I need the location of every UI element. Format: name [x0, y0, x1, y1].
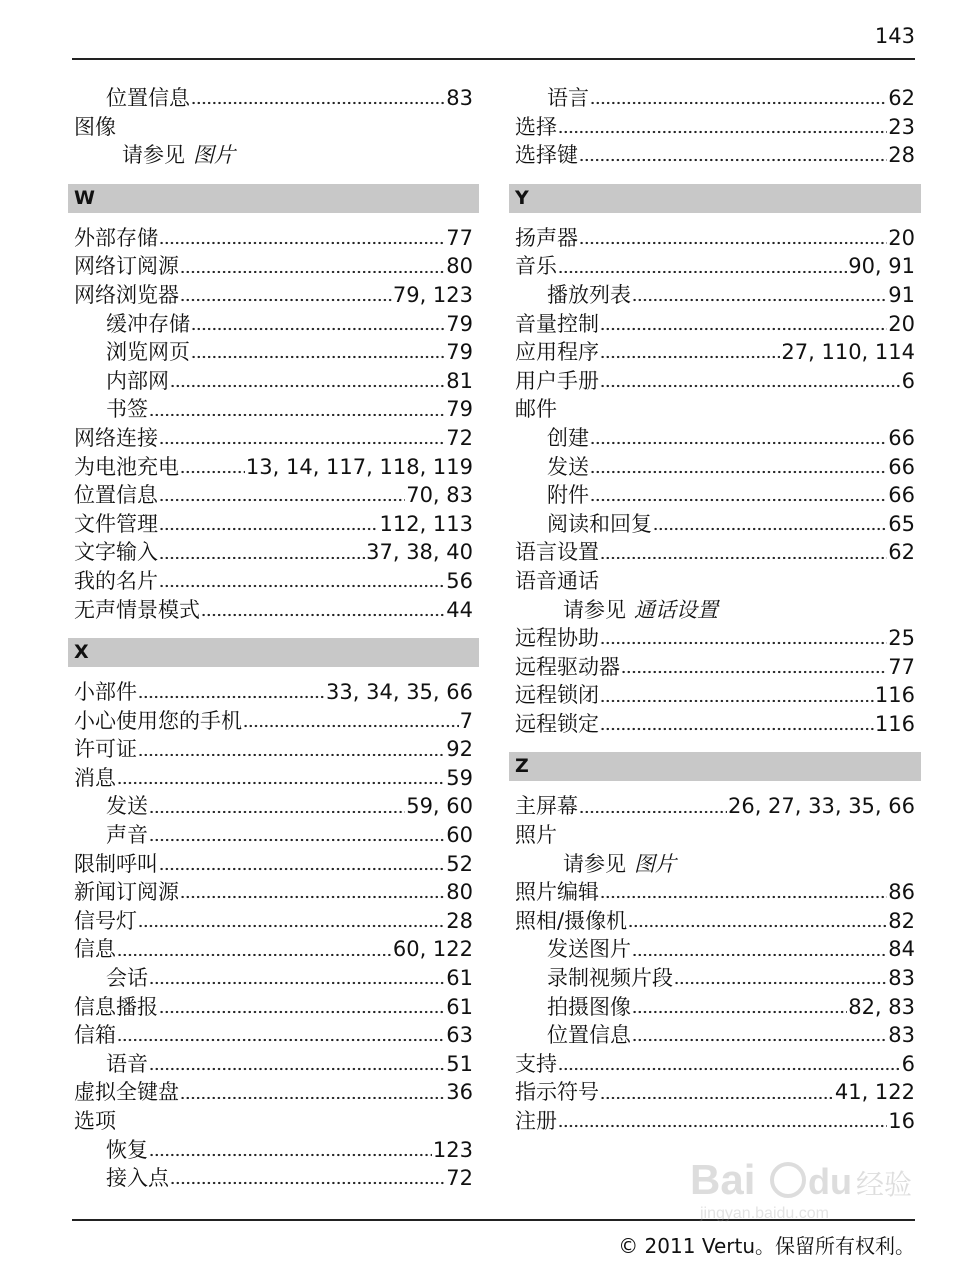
page-number: 143: [874, 24, 915, 48]
index-subentry: [509, 481, 921, 510]
index-entry: [68, 1021, 479, 1050]
index-term: 远程锁定: [515, 711, 599, 736]
footer-rule: [72, 1219, 915, 1221]
dot-leader: [558, 252, 847, 273]
index-term: 支持: [515, 1051, 557, 1076]
page-references: 41, 122: [834, 1080, 915, 1105]
index-term: 拍摄图像: [547, 994, 631, 1019]
index-entry: [68, 735, 479, 764]
index-subentry: [509, 964, 921, 993]
index-subentry: [509, 281, 921, 310]
index-term: 选择: [515, 114, 557, 139]
dot-leader: [159, 424, 445, 445]
dot-leader: [191, 84, 445, 105]
svg-text:du: du: [808, 1161, 852, 1202]
index-entry: [68, 993, 479, 1022]
index-entry: [509, 224, 921, 253]
page-references: 82, 83: [848, 994, 915, 1019]
index-entry: [68, 678, 479, 707]
index-entry: [68, 453, 479, 482]
index-column-right: [509, 84, 921, 1136]
page-references: 27, 110, 114: [781, 340, 915, 365]
page-references: 36: [446, 1080, 473, 1105]
dot-leader: [600, 367, 901, 388]
dot-leader: [149, 1136, 432, 1157]
index-subentry: [68, 338, 479, 367]
page-references: 80: [446, 254, 473, 279]
dot-leader: [138, 735, 445, 756]
dot-leader: [138, 678, 325, 699]
index-term: 内部网: [106, 368, 169, 393]
index-letter-header: W: [68, 184, 479, 213]
index-term: 邮件: [515, 397, 557, 422]
dot-leader: [600, 338, 780, 359]
page-references: 83: [446, 86, 473, 110]
index-term: 附件: [547, 483, 589, 508]
index-subentry: [68, 1164, 479, 1193]
dot-leader: [600, 681, 874, 702]
index-entry: [509, 141, 921, 170]
page-references: 66: [888, 425, 915, 450]
index-entry: [68, 481, 479, 510]
index-entry: [68, 510, 479, 539]
index-subentry: [68, 821, 479, 850]
page-references: 91: [888, 282, 915, 307]
index-term: 书签: [106, 397, 148, 422]
page-references: 26, 27, 33, 35, 66: [727, 794, 915, 819]
dot-leader: [159, 538, 365, 559]
index-term: 发送图片: [547, 937, 631, 962]
index-subentry: [68, 310, 479, 339]
dot-leader: [600, 710, 874, 731]
index-term: 照片: [515, 823, 557, 848]
see-also-target: 图片: [193, 143, 235, 168]
dot-leader: [149, 821, 445, 842]
dot-leader: [180, 281, 392, 302]
index-term: 网络连接: [74, 425, 158, 450]
page-references: 7: [459, 708, 473, 733]
index-entry: [509, 1078, 921, 1107]
index-term: 远程协助: [515, 626, 599, 651]
page-references: 23: [888, 114, 915, 139]
see-also-target: 图片: [634, 851, 676, 876]
index-subentry: [68, 964, 479, 993]
page-references: 28: [446, 908, 473, 933]
index-term: 选择键: [515, 143, 578, 168]
index-entry: [68, 878, 479, 907]
dot-leader: [632, 1021, 887, 1042]
index-entry: [68, 596, 479, 625]
index-term: 语言设置: [515, 540, 599, 565]
index-entry: [509, 821, 921, 850]
dot-leader: [191, 338, 445, 359]
dot-leader: [170, 1164, 445, 1185]
index-subentry: [68, 1050, 479, 1079]
index-term: 网络订阅源: [74, 254, 179, 279]
index-term: 缓冲存储: [106, 311, 190, 336]
index-see-also: [509, 596, 921, 625]
page-references: 51: [446, 1051, 473, 1076]
index-term: 会话: [106, 966, 148, 991]
dot-leader: [590, 424, 887, 445]
page-references: 61: [446, 994, 473, 1019]
index-subentry: [68, 367, 479, 396]
page-references: 79: [446, 340, 473, 365]
page-references: 83: [888, 966, 915, 991]
dot-leader: [632, 993, 847, 1014]
index-entry: [509, 878, 921, 907]
dot-leader: [579, 141, 887, 162]
index-subentry: [509, 510, 921, 539]
page-references: 60: [446, 823, 473, 848]
page-references: 63: [446, 1023, 473, 1048]
page-references: 37, 38, 40: [366, 540, 473, 565]
index-entry: [68, 424, 479, 453]
dot-leader: [149, 964, 445, 985]
index-term: 小心使用您的手机: [74, 708, 242, 733]
see-also-label: 请参见: [122, 143, 185, 168]
dot-leader: [600, 624, 887, 645]
page-references: 52: [446, 851, 473, 876]
index-entry: [68, 224, 479, 253]
index-term: 外部存储: [74, 225, 158, 250]
index-entry: [509, 907, 921, 936]
dot-leader: [600, 1078, 834, 1099]
see-also-label: 请参见: [563, 851, 626, 876]
index-subentry: [509, 84, 921, 113]
dot-leader: [180, 878, 445, 899]
index-term: 消息: [74, 765, 116, 790]
index-term: 创建: [547, 425, 589, 450]
index-term: 注册: [515, 1109, 557, 1133]
index-subentry: [68, 1136, 479, 1165]
index-subentry: [509, 424, 921, 453]
dot-leader: [117, 1021, 445, 1042]
index-entry: [509, 113, 921, 142]
dot-leader: [159, 993, 445, 1014]
index-term: 小部件: [74, 680, 137, 705]
index-entry: [68, 907, 479, 936]
dot-leader: [674, 964, 887, 985]
dot-leader: [170, 367, 445, 388]
dot-leader: [579, 224, 887, 245]
page-references: 86: [888, 880, 915, 905]
header-rule: [72, 58, 915, 60]
index-term: 我的名片: [74, 568, 158, 593]
index-entry: [68, 567, 479, 596]
index-entry: [68, 707, 479, 736]
dot-leader: [558, 1050, 901, 1071]
index-entry: [509, 653, 921, 682]
index-subentry: [68, 792, 479, 821]
index-term: 信箱: [74, 1023, 116, 1048]
dot-leader: [590, 84, 887, 105]
page-references: 72: [446, 425, 473, 450]
index-term: 远程锁闭: [515, 683, 599, 708]
dot-leader: [159, 850, 445, 871]
index-term: 声音: [106, 823, 148, 848]
index-term: 信号灯: [74, 908, 137, 933]
dot-leader: [632, 935, 887, 956]
index-entry: [68, 935, 479, 964]
baidu-watermark: [690, 1150, 920, 1222]
page-references: 80: [446, 880, 473, 905]
index-entry: [68, 1078, 479, 1107]
index-entry: [68, 850, 479, 879]
index-term: 浏览网页: [106, 340, 190, 365]
page-references: 70, 83: [406, 483, 473, 508]
index-term: 指示符号: [515, 1080, 599, 1105]
svg-text:Bai: Bai: [690, 1156, 756, 1203]
svg-text:jingyan.baidu.com: jingyan.baidu.com: [700, 1205, 829, 1222]
dot-leader: [590, 453, 887, 474]
page-references: 77: [888, 654, 915, 679]
dot-leader: [621, 653, 887, 674]
page-references: 72: [446, 1166, 473, 1191]
index-term: 音乐: [515, 254, 557, 279]
page-references: 20: [888, 225, 915, 250]
index-entry: [509, 792, 921, 821]
index-term: 远程驱动器: [515, 654, 620, 679]
dot-leader: [600, 878, 887, 899]
index-subentry: [509, 935, 921, 964]
dot-leader: [201, 596, 445, 617]
dot-leader: [579, 792, 727, 813]
index-entry: [509, 710, 921, 739]
index-term: 位置信息: [74, 483, 158, 508]
page-references: 16: [888, 1109, 915, 1133]
dot-leader: [243, 707, 459, 728]
dot-leader: [590, 481, 887, 502]
page-references: 116: [874, 711, 915, 736]
index-term: 录制视频片段: [547, 966, 673, 991]
index-term: 图像: [74, 114, 116, 139]
dot-leader: [149, 1050, 445, 1071]
index-letter-header: X: [68, 638, 479, 667]
dot-leader: [159, 567, 445, 588]
index-term: 信息播报: [74, 994, 158, 1019]
page-references: 59: [446, 765, 473, 790]
index-term: 位置信息: [106, 86, 190, 110]
dot-leader: [653, 510, 887, 531]
dot-leader: [600, 538, 887, 559]
index-term: 应用程序: [515, 340, 599, 365]
dot-leader: [180, 453, 245, 474]
page-references: 79: [446, 311, 473, 336]
index-term: 语音通话: [515, 568, 599, 593]
index-term: 用户手册: [515, 368, 599, 393]
index-term: 音量控制: [515, 311, 599, 336]
page-references: 56: [446, 568, 473, 593]
index-entry: [509, 338, 921, 367]
index-see-also: [68, 141, 479, 170]
dot-leader: [191, 310, 445, 331]
page-references: 92: [446, 737, 473, 762]
see-also-target: 通话设置: [634, 597, 718, 622]
index-term: 文件管理: [74, 511, 158, 536]
index-term: 阅读和回复: [547, 511, 652, 536]
index-term: 语言: [547, 86, 589, 110]
page-references: 44: [446, 597, 473, 622]
index-subentry: [68, 84, 479, 113]
index-entry: [68, 281, 479, 310]
dot-leader: [159, 481, 405, 502]
index-entry: [509, 1107, 921, 1136]
index-term: 虚拟全键盘: [74, 1080, 179, 1105]
page-references: 83: [888, 1023, 915, 1048]
page-references: 60, 122: [392, 937, 473, 962]
index-term: 信息: [74, 937, 116, 962]
index-term: 发送: [547, 454, 589, 479]
page-references: 123: [432, 1137, 473, 1162]
page-references: 62: [888, 540, 915, 565]
page-references: 59, 60: [406, 794, 473, 819]
index-term: 发送: [106, 794, 148, 819]
page-references: 33, 34, 35, 66: [326, 680, 473, 705]
page-references: 84: [888, 937, 915, 962]
dot-leader: [117, 764, 445, 785]
index-entry: [509, 681, 921, 710]
index-entry: [509, 567, 921, 596]
dot-leader: [558, 1107, 887, 1128]
page-references: 81: [446, 368, 473, 393]
dot-leader: [558, 113, 887, 134]
index-term: 无声情景模式: [74, 597, 200, 622]
index-term: 选项: [74, 1109, 116, 1133]
page-references: 13, 14, 117, 118, 119: [245, 454, 473, 479]
index-term: 照片编辑: [515, 880, 599, 905]
index-term: 主屏幕: [515, 794, 578, 819]
index-term: 播放列表: [547, 282, 631, 307]
page-references: 77: [446, 225, 473, 250]
index-term: 扬声器: [515, 225, 578, 250]
index-term: 语音: [106, 1051, 148, 1076]
dot-leader: [180, 252, 445, 273]
index-entry: [68, 113, 479, 142]
index-entry: [509, 367, 921, 396]
index-entry: [509, 538, 921, 567]
page-references: 112, 113: [379, 511, 473, 536]
page-references: 61: [446, 966, 473, 991]
page-references: 28: [888, 143, 915, 168]
index-term: 限制呼叫: [74, 851, 158, 876]
svg-text:经验: 经验: [856, 1168, 913, 1201]
index-entry: [509, 624, 921, 653]
index-entry: [68, 764, 479, 793]
index-letter-header: Z: [509, 752, 921, 781]
dot-leader: [117, 935, 392, 956]
index-entry: [68, 538, 479, 567]
page-references: 62: [888, 86, 915, 110]
index-term: 恢复: [106, 1137, 148, 1162]
index-term: 照相/摄像机: [515, 908, 628, 933]
index-see-also: [509, 850, 921, 879]
index-subentry: [509, 453, 921, 482]
dot-leader: [138, 907, 445, 928]
dot-leader: [628, 907, 887, 928]
page-references: 25: [888, 626, 915, 651]
page-references: 66: [888, 454, 915, 479]
index-subentry: [509, 993, 921, 1022]
index-subentry: [509, 1021, 921, 1050]
index-entry: [509, 1050, 921, 1079]
index-term: 许可证: [74, 737, 137, 762]
index-column-left: [68, 84, 479, 1193]
dot-leader: [159, 224, 445, 245]
dot-leader: [149, 792, 405, 813]
page-references: 66: [888, 483, 915, 508]
page-references: 20: [888, 311, 915, 336]
dot-leader: [149, 395, 445, 416]
page-references: 79: [446, 397, 473, 422]
index-entry: [68, 252, 479, 281]
index-term: 文字输入: [74, 540, 158, 565]
index-entry: [509, 252, 921, 281]
index-term: 网络浏览器: [74, 282, 179, 307]
page-references: 116: [874, 683, 915, 708]
page-references: 90, 91: [848, 254, 915, 279]
index-letter-header: Y: [509, 184, 921, 213]
index-term: 位置信息: [547, 1023, 631, 1048]
index-entry: [509, 395, 921, 424]
index-term: 接入点: [106, 1166, 169, 1191]
page-references: 79, 123: [392, 282, 473, 307]
dot-leader: [600, 310, 887, 331]
page-references: 6: [901, 1051, 915, 1076]
index-entry: [509, 310, 921, 339]
page-references: 6: [901, 368, 915, 393]
copyright-footer: © 2011 Vertu。保留所有权利。: [618, 1234, 915, 1258]
dot-leader: [632, 281, 887, 302]
index-subentry: [68, 395, 479, 424]
index-term: 为电池充电: [74, 454, 179, 479]
dot-leader: [159, 510, 378, 531]
page-references: 82: [888, 908, 915, 933]
see-also-label: 请参见: [563, 597, 626, 622]
index-term: 新闻订阅源: [74, 880, 179, 905]
dot-leader: [180, 1078, 445, 1099]
page-references: 65: [888, 511, 915, 536]
index-entry: [68, 1107, 479, 1136]
